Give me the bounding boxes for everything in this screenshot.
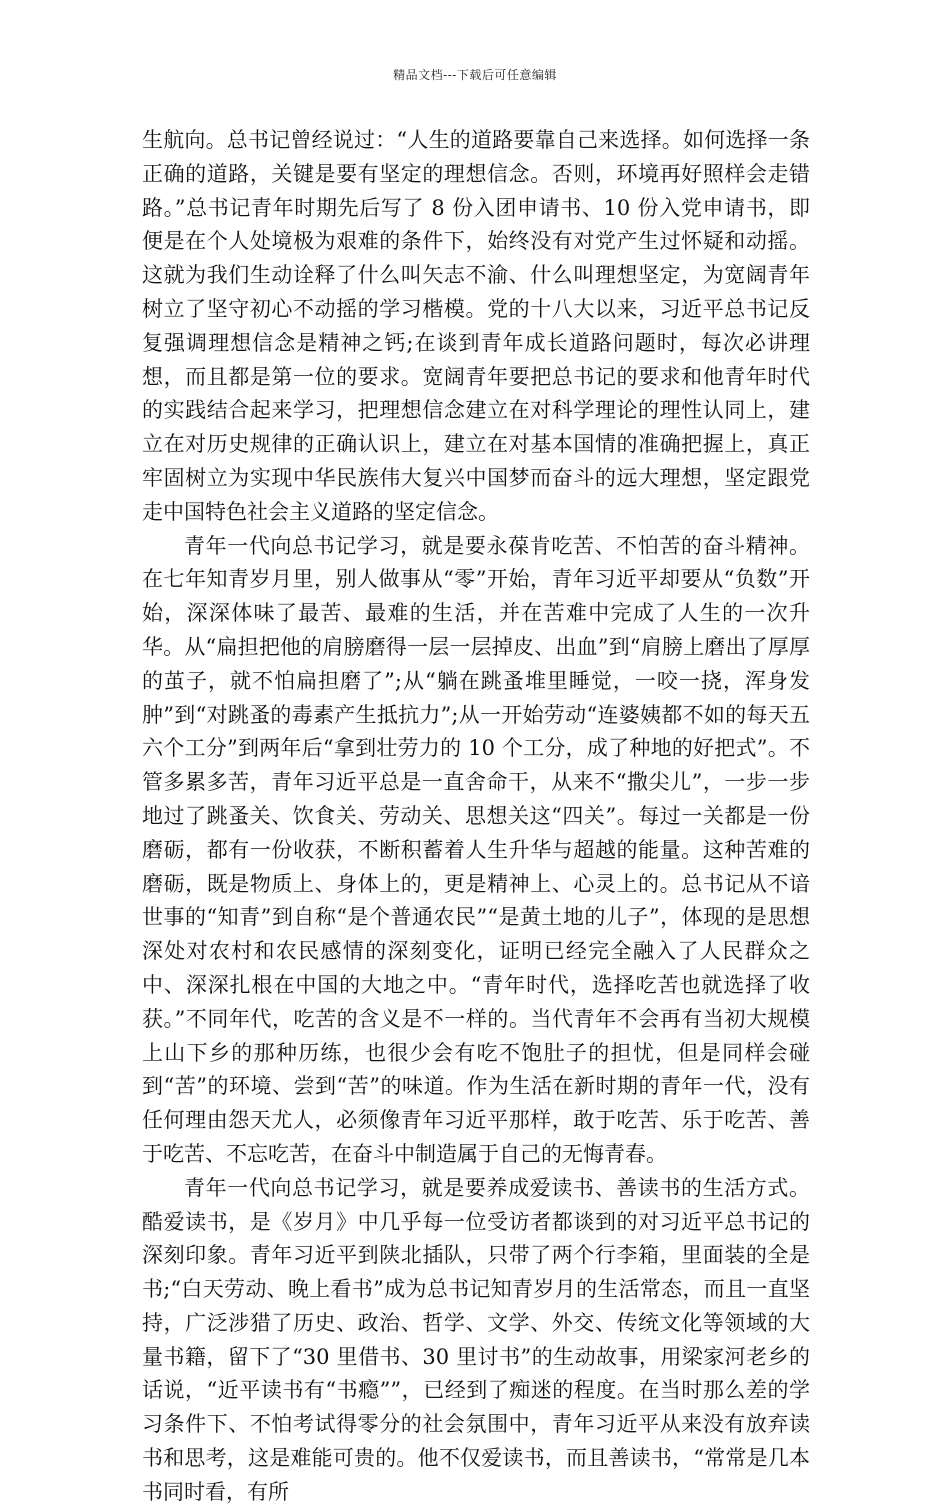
paragraph-1: 生航向。总书记曾经说过：“人生的道路要靠自己来选择。如何选择一条正确的道路，关键是要有坚定的理想信念。否则，环境再好照样会走错路。”总书记青年时期先后写了 8 份入团申请书、10 份入党申请书，即便是在个人处境极为艰难的条件下，始终没有对党产生过怀疑和动摇。这就为我们生动诠释了什么叫矢志不渝、什么叫理想坚定，为宽阔青年树立了坚守初心不动摇的学习楷模。党的十八大以来，习近平总书记反复强调理想信念是精神之钙;在谈到青年成长道路问题时，每次必讲理想，而且都是第一位的要求。宽阔青年要把总书记的要求和他青年时代的实践结合起来学习，把理想信念建立在对科学理论的理性认同上，建立在对历史规律的正确认识上，建立在对基本国情的准确把握上，真正牢固树立为实现中华民族伟大复兴中国梦而奋斗的远大理想，坚定跟党走中国特色社会主义道路的坚定信念。 <box>142 128 810 524</box>
paragraph-3: 青年一代向总书记学习，就是要养成爱读书、善读书的生活方式。酷爱读书，是《岁月》中几乎每一位受访者都谈到的对习近平总书记的深刻印象。青年习近平到陕北插队，只带了两个行李箱，里面装的全是书;“白天劳动、晚上看书”成为总书记知青岁月的生活常态，而且一直坚持，广泛涉猎了历史、政治、哲学、文学、外交、传统文化等领域的大量书籍，留下了“30 里借书、30 里讨书”的生动故事，用梁家河老乡的话说，“近平读书有“书瘾””，已经到了痴迷的程度。在当时那么差的学习条件下、不怕考试得零分的社会氛围中，青年习近平从来没有放弃读书和思考，这是难能可贵的。他不仅爱读书，而且善读书，“常常是几本书同时看，有所 <box>142 1175 810 1504</box>
paragraph-2: 青年一代向总书记学习，就是要永葆肯吃苦、不怕苦的奋斗精神。在七年知青岁月里，别人做事从“零”开始，青年习近平却要从“负数”开始，深深体味了最苦、最难的生活，并在苦难中完成了人生的一次升华。从“扁担把他的肩膀磨得一层一层掉皮、出血”到“肩膀上磨出了厚厚的茧子，就不怕扁担磨了”;从“躺在跳蚤堆里睡觉，一咬一挠，浑身发肿”到“对跳蚤的毒素产生抵抗力”;从一开始劳动“连婆姨都不如的每天五六个工分”到两年后“拿到壮劳力的 10 个工分，成了种地的好把式”。不管多累多苦，青年习近平总是一直舍命干，从来不“撒尖儿”，一步一步地过了跳蚤关、饮食关、劳动关、思想关这“四关”。每过一关都是一份磨砺，都有一份收获，不断积蓄着人生升华与超越的能量。这种苦难的磨砺，既是物质上、身体上的，更是精神上、心灵上的。总书记从不谙世事的“知青”到自称“是个普通农民”“是黄土地的儿子”，体现的是思想深处对农村和农民感情的深刻变化，证明已经完全融入了人民群众之中、深深扎根在中国的大地之中。“青年时代，选择吃苦也就选择了收获。”不同年代，吃苦的含义是不一样的。当代青年不会再有当初大规模上山下乡的那种历练，也很少会有吃不饱肚子的担忧，但是同样会碰到“苦”的环境、尝到“苦”的味道。作为生活在新时期的青年一代，没有任何理由怨天尤人，必须像青年习近平那样，敢于吃苦、乐于吃苦、善于吃苦、不忘吃苦，在奋斗中制造属于自己的无悔青春。 <box>142 533 810 1166</box>
page-header: 精品文档---下载后可任意编辑 <box>393 68 557 82</box>
document-body <box>142 124 810 1510</box>
